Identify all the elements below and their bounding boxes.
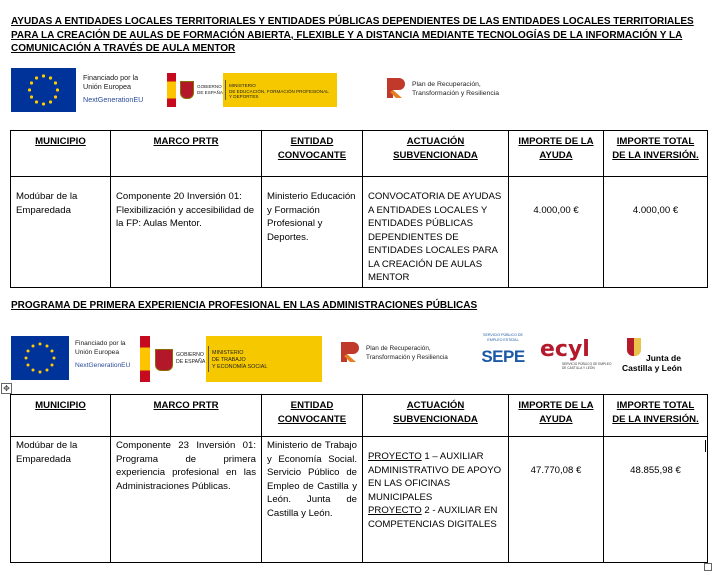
gob-label-1: GOBIERNO (197, 84, 222, 89)
proyecto1-label: PROYECTO (368, 451, 422, 462)
prtr-mark-icon (384, 76, 406, 105)
cell-municipio: Modúbar de la Emparedada (11, 177, 111, 288)
eu-line3: NextGenerationEU (83, 95, 144, 104)
sepe-top: SERVICIO PÚBLICO DE EMPLEO ESTATAL (483, 333, 523, 342)
ministry-line1: MINISTERIO (212, 350, 244, 356)
header-entidad: ENTIDAD CONVOCANTE (262, 395, 363, 437)
header-actuacion: ACTUACIÓN SUBVENCIONADA (363, 395, 509, 437)
header-municipio: MUNICIPIO (11, 395, 111, 437)
gob-label-2: DE ESPAÑA (176, 358, 206, 365)
header-importe: IMPORTE DE LA AYUDA (509, 395, 604, 437)
prtr-line2: Transformación y Resiliencia (412, 89, 500, 97)
eu-line2: Unión Europea (75, 348, 119, 356)
section1-heading: AYUDAS A ENTIDADES LOCALES TERRITORIALES Y ENTIDADES PÚBLICAS DEPENDIENTES DE LAS ENTIDADES LOCALES TERRITORIALES PARA LA CREACIÓN DE AULAS DE FORMACIÓN ABIERTA, FLEXIBLE Y A DISTANCIA MEDIANTE TECNOLOGÍAS DE LA INFORMACIÓN Y LA COMUNICACIÓN A TRAVÉS DE AULA MENTOR (11, 16, 694, 54)
section1-table (10, 130, 708, 288)
cell-entidad: Ministerio Educación y Formación Profesional y Deportes. (262, 177, 363, 288)
cell-marco: Componente 20 Inversión 01: Flexibilización y accesibilidad de la FP: Aulas Mentor. (111, 177, 262, 288)
proyecto2-text: 2 - AUXILIAR EN COMPETENCIAS DIGITALES (368, 505, 498, 530)
header-entidad: ENTIDAD CONVOCANTE (262, 131, 363, 177)
table-move-handle[interactable]: ✥ (1, 383, 12, 394)
header-marco: MARCO PRTR (111, 395, 262, 437)
ecyl-mark: ecyl (540, 337, 590, 362)
text-cursor (705, 440, 706, 452)
ministry-line1: MINISTERIO (229, 83, 256, 88)
jcyl-line2: Castilla y León (622, 363, 682, 373)
cell-total: 48.855,98 € (604, 437, 708, 563)
prtr-line1: Plan de Recuperación, (412, 81, 481, 88)
cell-importe: 47.770,08 € (509, 437, 604, 563)
coat-of-arms-icon (155, 349, 173, 371)
eu-stars-icon (11, 68, 76, 112)
eu-line3: NextGenerationEU (75, 362, 131, 369)
prtr-logo-2 (338, 338, 470, 378)
coat-of-arms-icon (180, 81, 194, 99)
header-marco: MARCO PRTR (111, 131, 262, 177)
section2-table (10, 394, 708, 563)
cell-municipio: Modúbar de la Emparedada (11, 437, 111, 563)
cell-actuacion: CONVOCATORIA DE AYUDAS A ENTIDADES LOCALES Y ENTIDADES PÚBLICAS DEPENDIENTES DE ENTIDADES LOCALES PARA LA CREACIÓN DE AULAS MENTOR (363, 177, 509, 288)
section2-heading: PROGRAMA DE PRIMERA EXPERIENCIA PROFESIONAL EN LAS ADMINISTRACIONES PÚBLICAS (11, 300, 478, 311)
eu-stars-icon (11, 336, 69, 380)
eu-logo-2 (11, 336, 139, 380)
header-actuacion: ACTUACIÓN SUBVENCIONADA (363, 131, 509, 177)
jcyl-shield-icon (627, 338, 641, 356)
cell-entidad: Ministerio de Trabajo y Economía Social. Servicio Público de Empleo de Castilla y León. Junta de Castilla y León. (262, 437, 363, 563)
table-resize-handle[interactable] (704, 563, 712, 571)
header-total: IMPORTE TOTAL DE LA INVERSIÓN. (604, 131, 708, 177)
ministry-line3: Y ECONOMÍA SOCIAL (212, 363, 268, 370)
cell-marco: Componente 23 Inversión 01: Programa de primera experiencia profesional en las Administraciones Públicas. (111, 437, 262, 563)
gobierno-trabajo-logo (140, 336, 322, 382)
cell-total: 4.000,00 € (604, 177, 708, 288)
eu-logo (11, 68, 161, 112)
jcyl-logo (622, 338, 688, 378)
gob-label-1: GOBIERNO (176, 352, 204, 358)
gob-label-2: DE ESPAÑA (197, 89, 223, 95)
proyecto2-label: PROYECTO (368, 505, 422, 516)
prtr-mark-icon (338, 340, 360, 369)
ministry-line3: Y DEPORTES (229, 94, 259, 100)
ministry-line2: DE EDUCACIÓN, FORMACIÓN PROFESIONAL (229, 88, 329, 94)
sepe-mark: SEPE (481, 347, 525, 366)
eu-line2: Unión Europea (83, 82, 131, 91)
eu-line1: Financiado por la (83, 73, 139, 82)
ecyl-sub: SERVICIO PÚBLICO DE EMPLEO DE CASTILLA Y LEÓN (562, 362, 612, 370)
header-importe: IMPORTE DE LA AYUDA (509, 131, 604, 177)
gobierno-educacion-logo (167, 73, 337, 107)
prtr-logo (384, 73, 524, 113)
proyecto1-text: 1 – AUXILIAR ADMINISTRATIVO DE APOYO EN LAS OFICINAS MUNICIPALES (368, 451, 502, 503)
eu-line1: Financiado por la (75, 340, 126, 347)
cell-actuacion (363, 437, 509, 563)
sepe-logo (480, 333, 526, 375)
ministry-line2: DE TRABAJO (212, 356, 246, 363)
header-municipio: MUNICIPIO (11, 131, 111, 177)
prtr-line1: Plan de Recuperación, (366, 345, 431, 352)
ecyl-logo (540, 338, 612, 374)
jcyl-line1: Junta de (646, 353, 681, 363)
header-total: IMPORTE TOTAL DE LA INVERSIÓN. (604, 395, 708, 437)
prtr-line2: Transformación y Resiliencia (366, 353, 448, 361)
cell-importe: 4.000,00 € (509, 177, 604, 288)
